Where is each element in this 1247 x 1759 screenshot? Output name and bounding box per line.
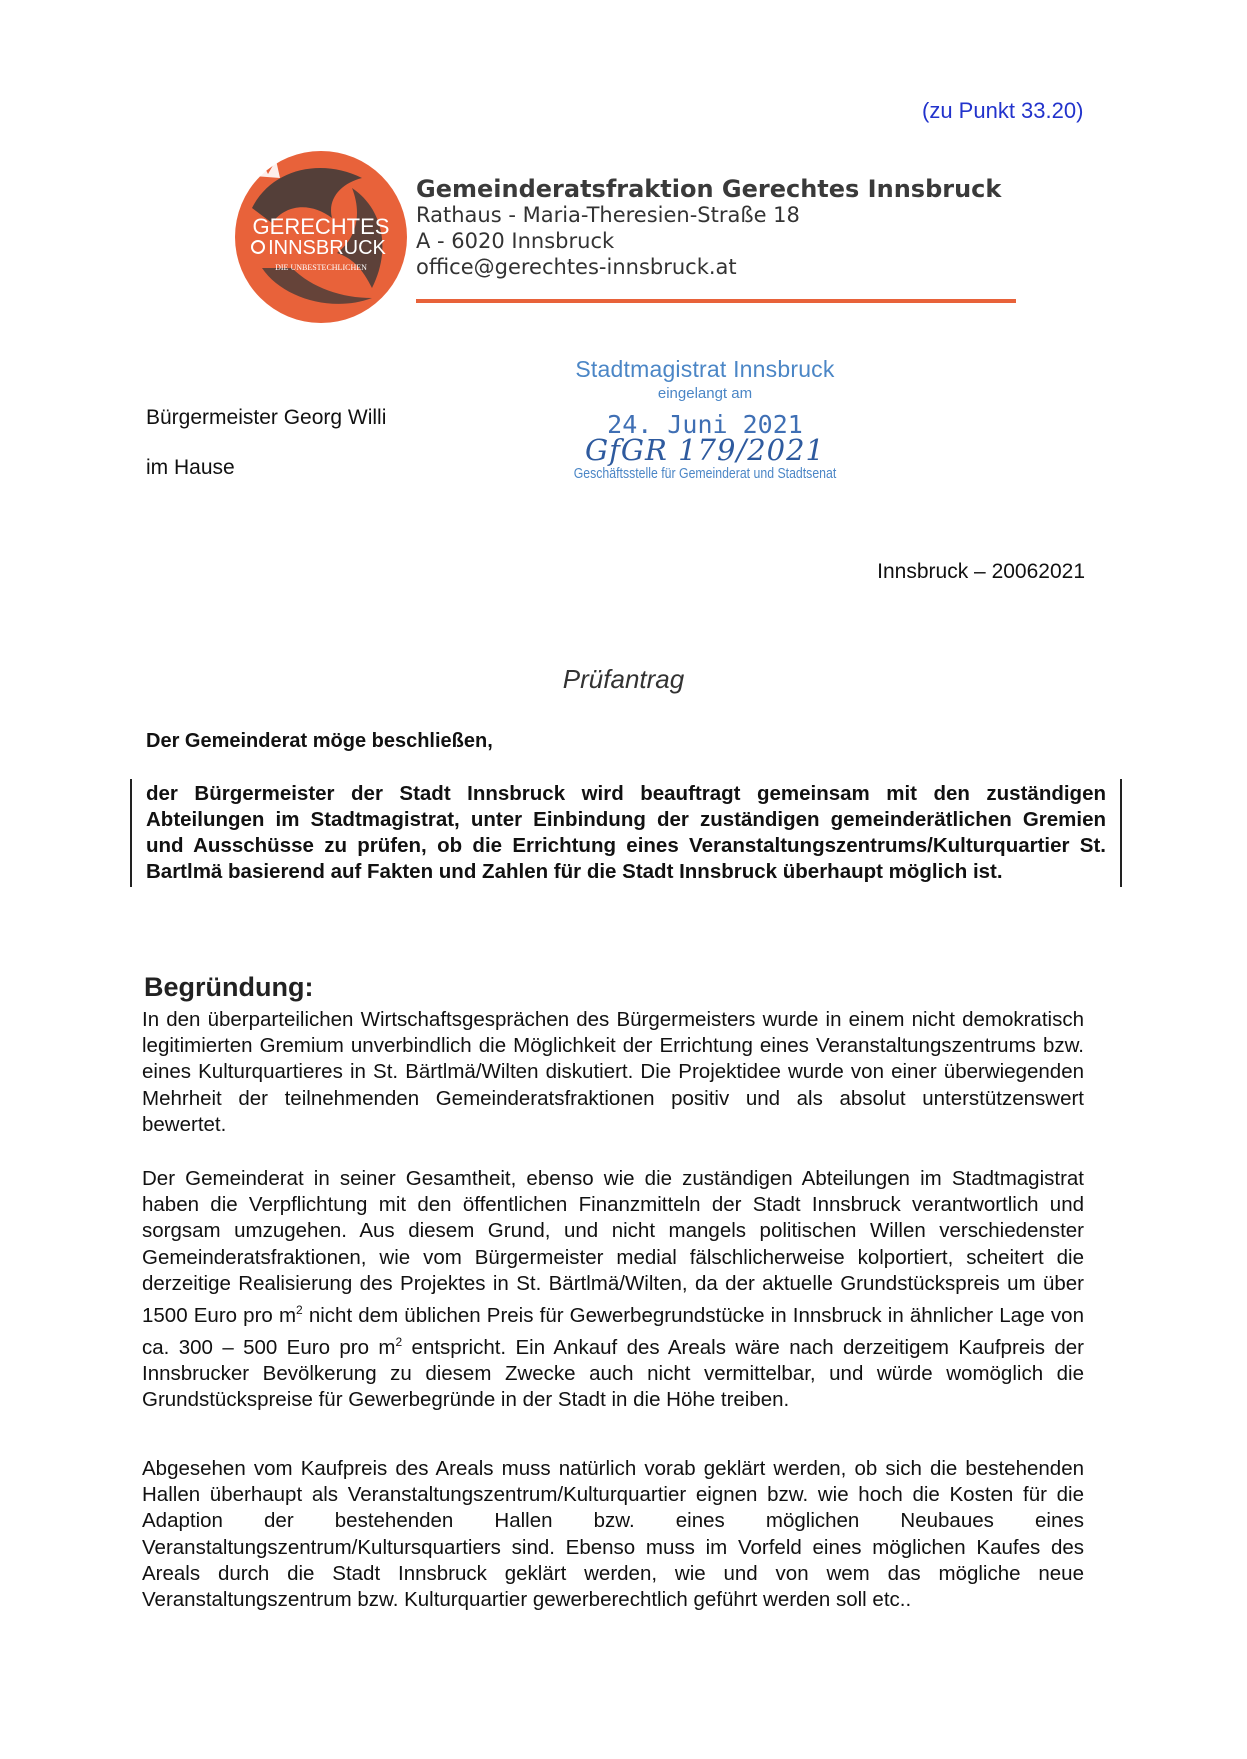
stamp-title: Stadtmagistrat Innsbruck xyxy=(575,356,835,382)
stamp-date: 24. Juni 2021 xyxy=(607,410,803,439)
sender-name: Gemeinderatsfraktion Gerechtes Innsbruck xyxy=(416,175,1002,203)
place-date: Innsbruck – 20062021 xyxy=(877,560,1085,583)
recipient-name: Bürgermeister Georg Willi xyxy=(146,406,387,429)
decision-intro: Der Gemeinderat möge beschließen, xyxy=(146,730,493,752)
stamp-subtitle: eingelangt am xyxy=(657,385,753,402)
sender-address-1: Rathaus - Maria-Theresien-Straße 18 xyxy=(416,203,800,227)
motion-box xyxy=(130,779,1122,887)
stamp-footer: Geschäftsstelle für Gemeinderat und Stadtsenat xyxy=(573,465,837,482)
logo-text-1: GERECHTES xyxy=(252,214,390,239)
logo-text-2: INNSBRUCK xyxy=(268,237,386,259)
sender-block xyxy=(416,176,1001,280)
reasoning-paragraph-3: Abgesehen vom Kaufpreis des Areals muss natürlich vorab geklärt werden, ob sich die bestehenden Hallen überhaupt als Veranstaltungszentrum/Kulturquartier eignen bzw. wie hoch die Kosten für die Adaption der bestehenden Hallen bzw. eines möglichen Neubaues eines Veranstaltungszentrum/Kultursquartiers sind. Ebenso muss im Vorfeld eines möglichen Kaufes des Areals durch die Stadt Innsbruck geklärt werden, wie und von wem das mögliche neue Veranstaltungszentrum bzw. Kulturquartier gewerberechtlich geführt werden soll etc.. xyxy=(142,1457,1084,1612)
motion-text: der Bürgermeister der Stadt Innsbruck wird beauftragt gemeinsam mit den zuständigen Abteilungen im Stadtmagistrat, unter Einbindung der zuständigen gemeinderätlichen Gremien und Ausschüsse zu prüfen, ob die Errichtung eines Veranstaltungszentrums/Kulturquartier St. Bartlmä basierend auf Fakten und Zahlen für die Stadt Innsbruck überhaupt möglich ist. xyxy=(146,782,1106,883)
party-logo xyxy=(232,148,410,326)
logo-tagline: DIE UNBESTECHLICHEN xyxy=(275,263,367,272)
reasoning-paragraph-1: In den überparteilichen Wirtschaftsgesprächen des Bürgermeisters wurde in einem nicht demokratisch legitimierten Gremium unverbindlich die Möglichkeit der Errichtung eines Veranstaltungszentrums bzw. eines Kulturquartieres in St. Bärtlmä/Wilten diskutiert. Die Projektidee wurde von einer überwiegenden Mehrheit der teilnehmenden Gemeinderatsfraktionen positiv und als absolut unterstützenswert bewertet. xyxy=(142,1008,1084,1136)
reasoning-title: Begründung: xyxy=(144,972,314,1002)
reasoning-paragraph-2: Der Gemeinderat in seiner Gesamtheit, ebenso wie die zuständigen Abteilungen im Stadtmagistrat haben die Verpflichtung mit den öffentlichen Finanzmitteln der Stadt Innsbruck verantwortlich und sorgsam umzugehen. Aus diesem Grund, und nicht mangels politischen Willen verschiedenster Gemeinderatsfraktionen, wie vom Bürgermeister medial fälschlicherweise kolportiert, scheitert die derzeitige Realisierung des Projektes in St. Bärtlmä/Wilten, da der aktuelle Grundstückspreis um über 1500 Euro pro $m^2$ nicht dem üblichen Preis für Gewerbegrundstücke in Innsbruck in ähnlicher Lage von ca. 300 – 500 Euro pro $m^2$ entspricht. Ein Ankauf des Areals wäre nach derzeitigem Kaufpreis der Innsbrucker Bevölkerung zu diesem Zwecke auch nicht vermittelbar, und würde womöglich die Grundstückspreise für Gewerbegründe in der Stadt in die Höhe treiben. xyxy=(142,1167,1084,1412)
agenda-reference: (zu Punkt 33.20) xyxy=(922,98,1084,123)
sender-address-2: A - 6020 Innsbruck xyxy=(416,229,615,253)
receipt-stamp xyxy=(540,356,870,482)
header-rule xyxy=(416,299,1016,303)
stamp-number: GfGR 179/2021 xyxy=(584,433,826,467)
document-heading: Prüfantrag xyxy=(562,664,685,694)
recipient-location: im Hause xyxy=(146,456,235,479)
sender-email: office@gerechtes-innsbruck.at xyxy=(416,255,737,279)
